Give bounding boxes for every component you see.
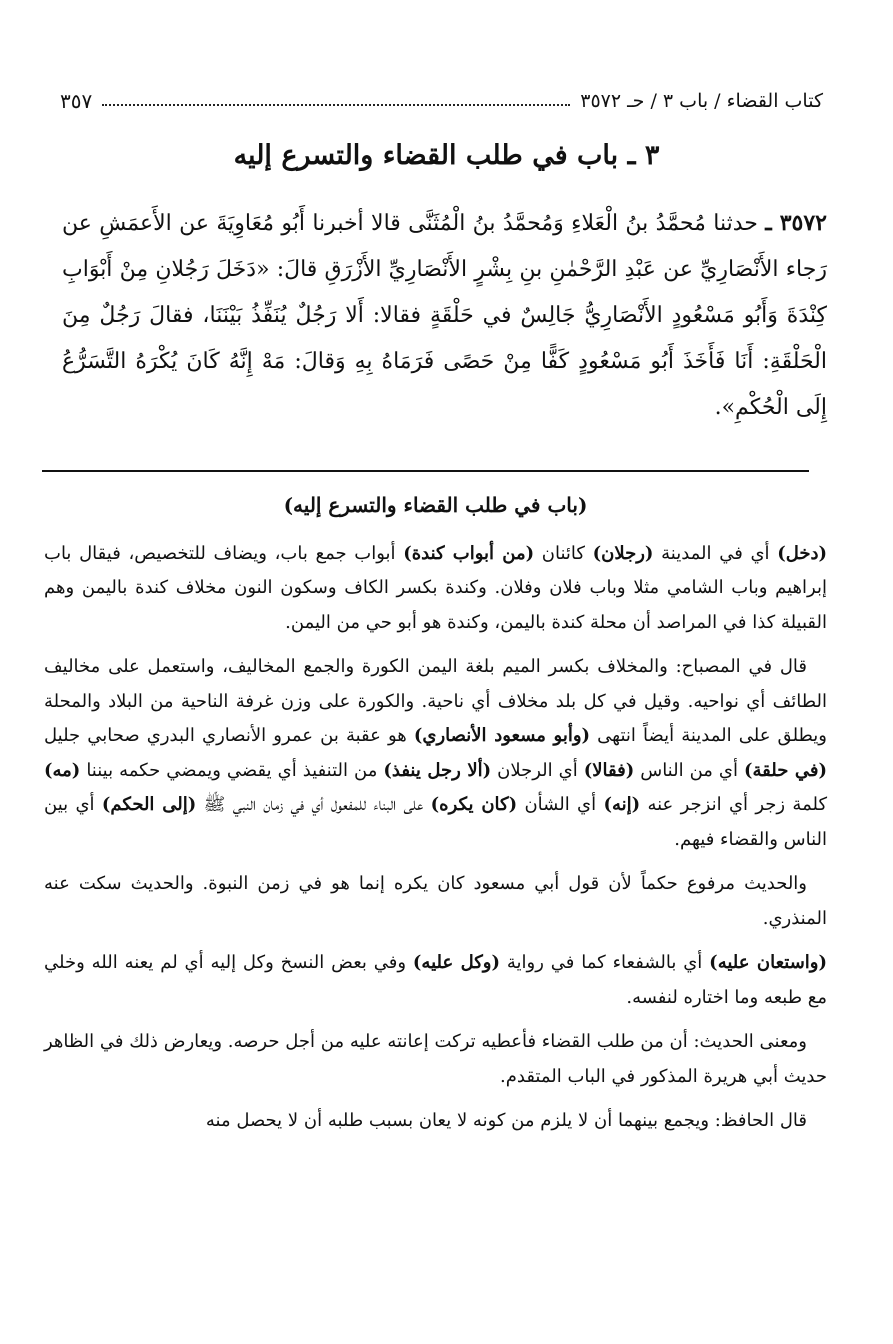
bold-term: (فقالا) [583, 759, 635, 781]
commentary-title: (باب في طلب القضاء والتسرع إليه) [283, 493, 588, 517]
text-run: كلمة زجر أي انزجر عنه [640, 794, 828, 815]
text-run: أي الرجلان [491, 759, 584, 781]
leader-dots [102, 104, 570, 106]
bold-term: (ألا رجل ينفذ) [383, 759, 492, 781]
text-run: أي في المدينة [653, 542, 778, 564]
text-run: من التنفيذ أي يقضي ويمضي حكمه بيننا [80, 759, 384, 781]
chapter-title: ٣ ـ باب في طلب القضاء والتسرع إليه [233, 140, 660, 171]
commentary-paragraph [44, 537, 827, 641]
bold-term: (رجلان) [592, 542, 654, 564]
text-run: أي بالشفعاء كما في رواية [500, 952, 710, 973]
bold-term: (مه) [44, 759, 81, 781]
running-header [60, 84, 823, 118]
bold-term: (إلى الحكم) [101, 794, 197, 815]
text-run: أي بين الناس والقضاء فيهم. [44, 794, 827, 850]
footnote-divider [42, 470, 809, 472]
text-run: قال في المصباح: والمخلاف بكسر الميم بلغة اليمن الكورة والجمع المخاليف، واستعمل على مخاليف الطائف أي نواحيه. وقيل في كل بلد مخلاف أي ناحية. والكورة على وزن غرفة الناحية من البلاد والمحلة ويطلق على المدينة أيضاً انتهى [44, 656, 827, 746]
commentary-paragraph: والحديث مرفوع حكماً لأن قول أبي مسعود كان يكره إنما هو في زمن النبوة. والحديث سكت عنه المنذري. [44, 873, 827, 929]
text-run: أبواب جمع باب، ويضاف للتخصيص، فيقال باب إبراهيم وباب الشامي مثلا وباب فلان وفلان. وكندة بكسر الكاف وسكون النون مخلاف كندة باليمن وهم القبيلة كذا في المراصد أن محلة كندة باليمن، وكندة هو أبو حي من اليمن. [44, 542, 827, 633]
bold-term: (وكل عليه) [412, 952, 501, 973]
text-run: أي من الناس [634, 759, 744, 781]
hadith-body: حدثنا مُحمَّدُ بنُ الْعَلاءِ وَمُحمَّدُ بنُ الْمُثَنَّى قالا أخبرنا أَبُو مُعَاوِيَةَ عن الأَعمَشِ عن رَجاء الأَنْصَارِيِّ عن عَبْدِ الرَّحْمٰنِ بنِ بِشْرٍ الأَنْصَارِيِّ الأَزْرَقِ قالَ: «دَخَلَ رَجُلانِ مِنْ أَبْوَابِ كِنْدَةَ وَأَبُو مَسْعُودٍ الأَنْصَارِيُّ جَالِسٌ في حَلْقَةٍ فقالا: أَلا رَجُلٌ يُنَفِّذُ بَيْنَنَا، فقالَ رَجُلٌ مِنَ الْحَلْقَةِ: أَنَا فَأَخَذَ أَبُو مَسْعُودٍ كَفًّا مِنْ حَصًى فَرَمَاهُ بِهِ وَقالَ: مَهْ إِنَّهُ كَانَ يُكْرَهُ التَّسَرُّعُ إِلَى الْحُكْمِ». [62, 211, 827, 420]
text-run: هو عقبة بن عمرو الأنصاري البدري صحابي جليل [44, 725, 414, 746]
bold-term: (في حلقة) [744, 759, 828, 781]
commentary-paragraph [44, 650, 827, 857]
hadith-text [62, 200, 827, 431]
text-run: على البناء للمفعول أي في زمان النبي ﷺ [196, 794, 431, 815]
commentary-paragraph: ومعنى الحديث: أن من طلب القضاء فأعطيه تركت إعانته عليه من أجل حرصه. ويعارض ذلك في الظاهر حديث أبي هريرة المذكور في الباب المتقدم. [44, 1031, 827, 1087]
bold-term: (كان يكره) [430, 794, 518, 815]
bold-term: (وأبو مسعود الأنصاري) [413, 725, 591, 746]
text-run: أي الشأن [517, 794, 604, 815]
bold-term: (إنه) [603, 794, 641, 815]
text-run: وفي بعض النسخ وكل إليه أي لم يعنه الله وخلي مع طبعه وما اختاره لنفسه. [44, 952, 827, 1008]
page-number: ٣٥٧ [60, 89, 93, 113]
book-reference: كتاب القضاء / باب ٣ / حـ ٣٥٧٢ [580, 90, 823, 112]
bold-term: (دخل) [777, 542, 828, 564]
commentary-paragraph: قال الحافظ: ويجمع بينهما أن لا يلزم من كونه لا يعان بسبب طلبه أن لا يحصل منه [205, 1110, 807, 1131]
hadith-number: ٣٥٧٢ ـ [765, 210, 827, 236]
commentary-paragraph [44, 946, 827, 1015]
bold-term: (واستعان عليه) [709, 952, 827, 973]
bold-term: (من أبواب كندة) [403, 542, 535, 564]
text-run: كائنان [534, 542, 593, 564]
commentary [44, 488, 827, 1149]
